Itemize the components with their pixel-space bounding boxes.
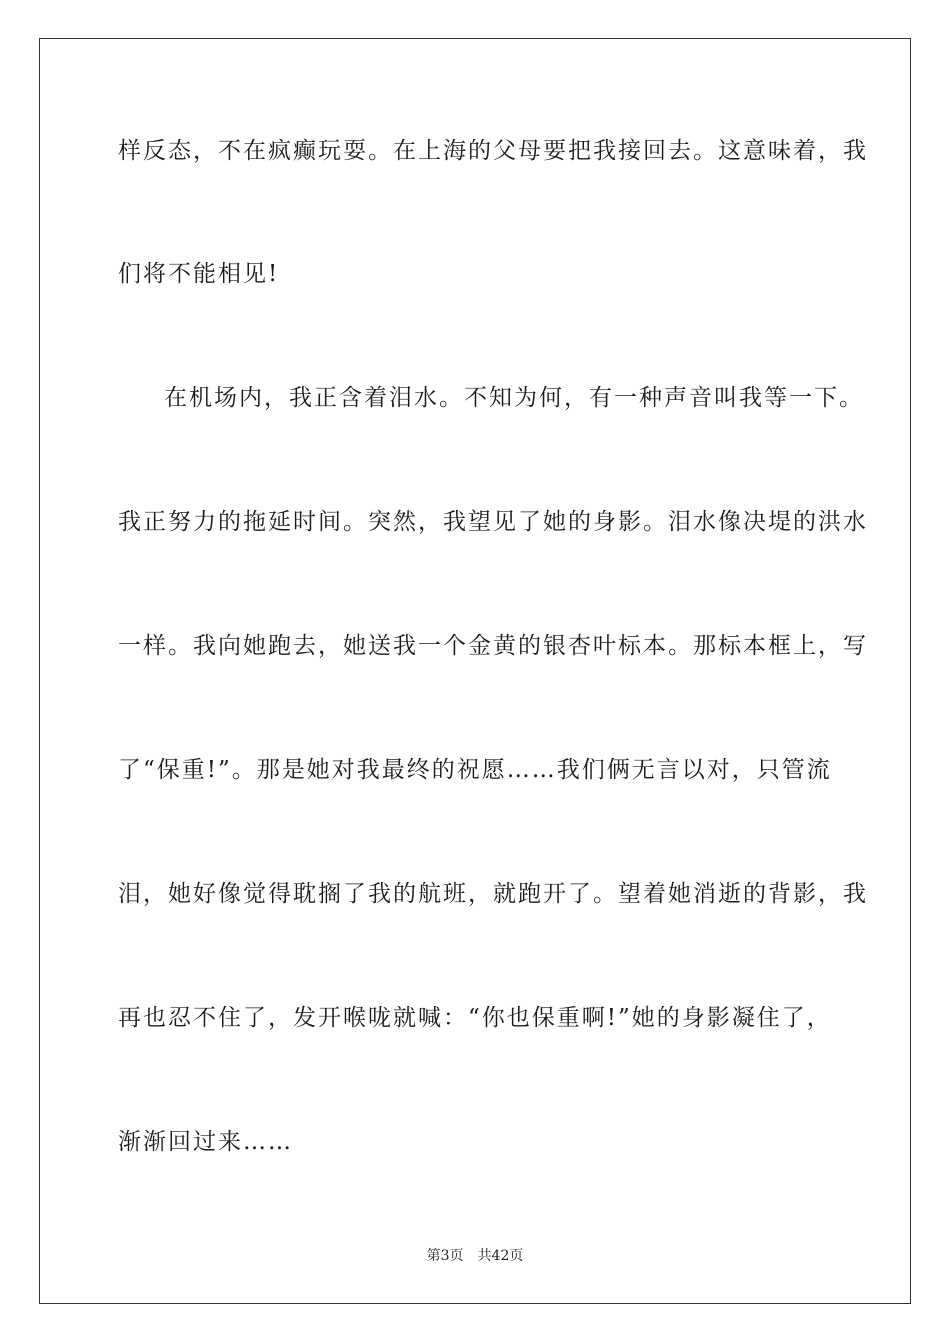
text-line: 我正努力的拖延时间。突然，我望见了她的身影。泪水像决堤的洪水 (118, 509, 868, 535)
text-line: 样反态，不在疯癫玩耍。在上海的父母要把我接回去。这意味着，我 (118, 138, 868, 164)
text-line: 们将不能相见! (118, 261, 280, 287)
text-line: 再也忍不住了，发开喉咙就喊：“你也保重啊!”她的身影凝住了， (118, 1005, 832, 1031)
text-line: 渐渐回过来…… (118, 1129, 293, 1155)
text-line: 泪，她好像觉得耽搁了我的航班，就跑开了。望着她消逝的背影，我 (118, 881, 868, 907)
page-frame (39, 38, 911, 1304)
total-pages: 共42页 (477, 1248, 524, 1264)
text-line: 一样。我向她跑去，她送我一个金黄的银杏叶标本。那标本框上，写 (118, 633, 868, 659)
text-line: 了“保重!”。那是她对我最终的祝愿……我们俩无言以对，只管流 (118, 757, 832, 783)
page-number: 第3页 (426, 1248, 464, 1264)
page-footer (0, 1247, 950, 1265)
paragraph-start-line: 在机场内，我正含着泪水。不知为何，有一种声音叫我等一下。 (164, 385, 864, 411)
